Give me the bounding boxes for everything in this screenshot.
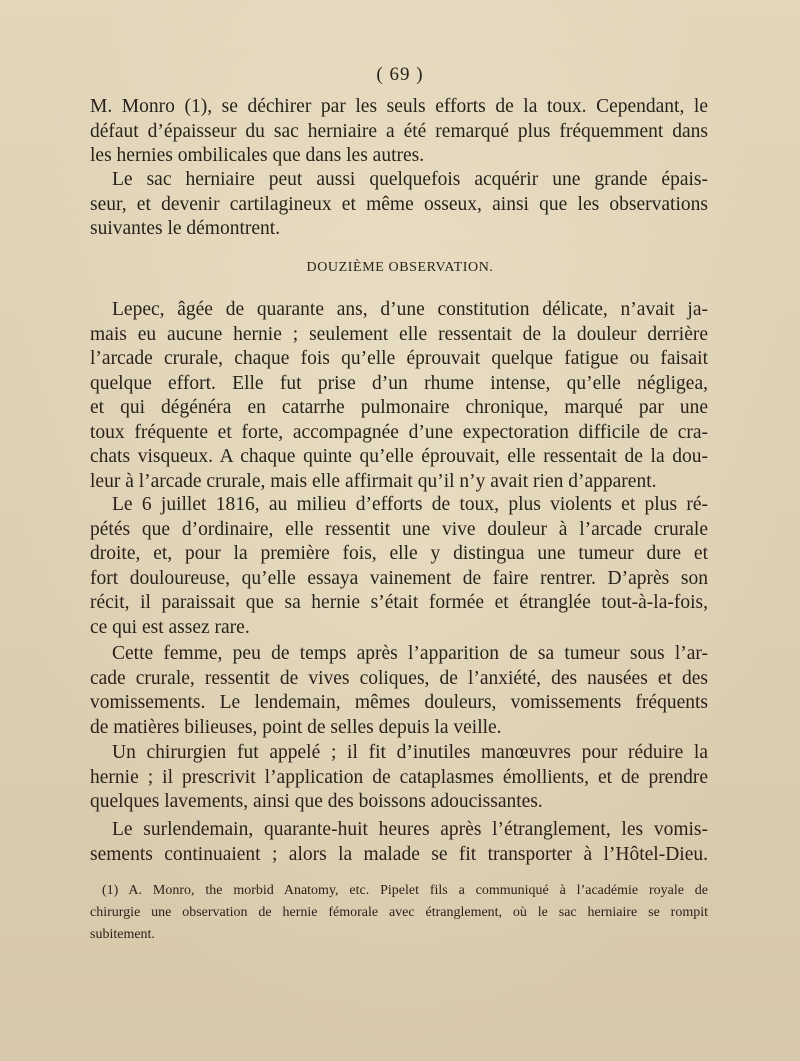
text-line: pétés que d’ordinaire, elle ressentit une vive douleur à l’arcade crurale (90, 518, 708, 540)
text-line: Lepec, âgée de quarante ans, d’une constitution délicate, n’avait ja- (112, 299, 708, 320)
text-line: seur, et devenir cartilagineux et même osseux, ainsi que les observations (90, 193, 708, 215)
text-line: toux fréquente et forte, accompagnée d’une expectoration difficile de cra- (90, 421, 708, 443)
text-line: M. Monro (1), se déchirer par les seuls efforts de la toux. Cependant, le (90, 96, 708, 117)
text-line: leur à l’arcade crurale, mais elle affirmait qu’il n’y avait rien d’apparent. (90, 470, 657, 492)
footnote-line: subitement. (90, 927, 155, 942)
page-number: ( 69 ) (376, 64, 424, 85)
footnote-line: chirurgie une observation de hernie fémorale avec étranglement, où le sac herniaire se rompit (90, 905, 708, 920)
text-line: quelque effort. Elle fut prise d’un rhume intense, qu’elle négligea, (90, 372, 708, 394)
text-line: défaut d’épaisseur du sac herniaire a été remarqué plus fréquemment dans (90, 120, 708, 142)
paragraph-chirurgien (90, 741, 708, 815)
footnote-line: (1) A. Monro, the morbid Anatomy, etc. Pipelet fils a communiqué à l’académie royale de (102, 883, 708, 898)
footnote (90, 880, 708, 946)
text-line: cade crurale, ressentit de vives coliques, de l’anxiété, des nausées et des (90, 667, 708, 689)
text-line: Cette femme, peu de temps après l’apparition de sa tumeur sous l’ar- (112, 643, 708, 664)
paragraph-cette-femme (90, 642, 708, 740)
text-line: sements continuaient ; alors la malade se fit transporter à l’Hôtel-Dieu. (90, 843, 708, 865)
text-line: mais eu aucune hernie ; seulement elle ressentait de la douleur derrière (90, 323, 708, 345)
paragraph-sac-herniaire (90, 168, 708, 242)
text-line: Le surlendemain, quarante-huit heures après l’étranglement, les vomis- (112, 819, 708, 840)
text-line: l’arcade crurale, chaque fois qu’elle éprouvait quelque fatigue ou faisait (90, 348, 708, 369)
text-line: suivantes le démontrent. (90, 218, 281, 239)
text-line: les hernies ombilicales que dans les autres. (90, 145, 425, 166)
paragraph-lepec (90, 298, 708, 494)
text-line: hernie ; il prescrivit l’application de cataplasmes émollients, et de prendre (90, 766, 708, 788)
text-line: vomissements. Le lendemain, mêmes douleurs, vomissements fréquents (90, 692, 708, 713)
text-line: droite, et, pour la première fois, elle y distingua une tumeur dure et (90, 543, 708, 564)
paragraph-6-juillet (90, 493, 708, 640)
text-line: ce qui est assez rare. (90, 616, 250, 638)
section-heading: DOUZIÈME OBSERVATION. (306, 260, 494, 275)
text-line: Un chirurgien fut appelé ; il fit d’inutiles manœuvres pour réduire la (112, 742, 708, 763)
text-line: fort douloureuse, qu’elle essaya vainement de faire rentrer. D’après son (90, 567, 708, 589)
text-line: de matières bilieuses, point de selles depuis la veille. (90, 716, 502, 738)
text-line: Le 6 juillet 1816, au milieu d’efforts de toux, plus violents et plus ré- (112, 494, 708, 515)
paragraph-intro (90, 95, 708, 169)
text-line: Le sac herniaire peut aussi quelquefois acquérir une grande épais- (112, 169, 708, 190)
text-line: quelques lavements, ainsi que des boissons adoucissantes. (90, 791, 543, 812)
text-line: chats visqueux. A chaque quinte qu’elle éprouvait, elle ressentait de la dou- (90, 446, 708, 467)
paragraph-surlendemain (90, 818, 708, 867)
text-line: et qui dégénéra en catarrhe pulmonaire chronique, marqué par une (90, 397, 708, 418)
text-line: récit, il paraissait que sa hernie s’était formée et étranglée tout-à-la-fois, (90, 592, 708, 613)
